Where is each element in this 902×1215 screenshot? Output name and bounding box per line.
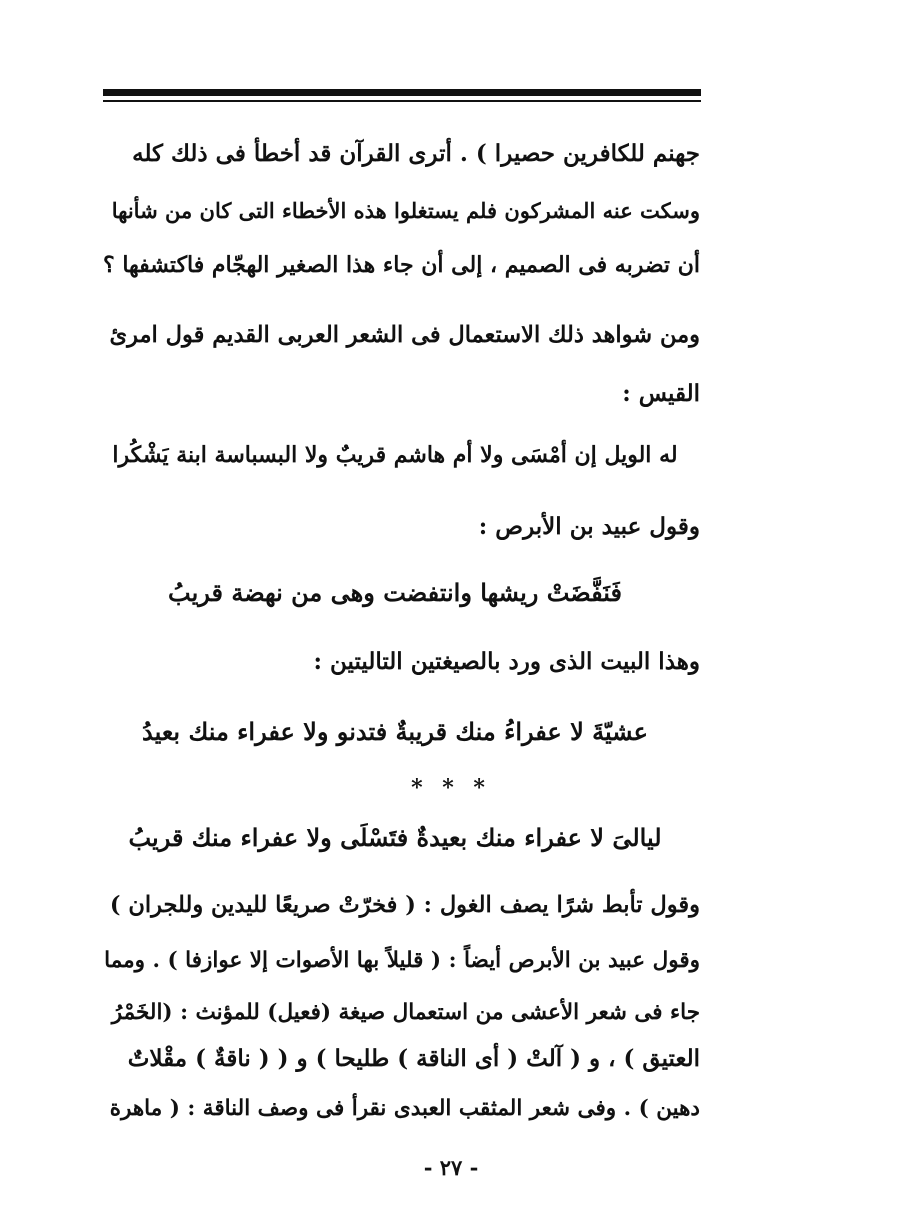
text-line: دهين ) . وفى شعر المثقب العبدى نقرأ فى وصف الناقة : ( ماهرة bbox=[109, 1096, 700, 1121]
text-line: وهذا البيت الذى ورد بالصيغتين التاليتين : bbox=[313, 648, 700, 675]
text-line: العتيق ) ، و ( آلتْ ( أى الناقة ) طليحا ) و ( ( ناقةٌ ) مقْلاتٌ bbox=[127, 1045, 700, 1072]
text-line: وقول تأبط شرًا يصف الغول : ( فخرّتْ صريعًا لليدين وللجران ) bbox=[109, 892, 700, 918]
page-number: - ٢٧ - bbox=[423, 1155, 479, 1180]
verse-line: فَنَفَّضَتْ ريشها وانتفضت وهى من نهضة قريبُ bbox=[168, 578, 622, 607]
verse-line: عشيّةَ لا عفراءُ منك قريبةٌ فتدنو ولا عفراء منك بعيدُ bbox=[142, 717, 648, 746]
text-line: جاء فى شعر الأعشى من استعمال صيغة (فعيل) للمؤنث : (الخَمْرُ bbox=[111, 1000, 700, 1025]
text-line: ومن شواهد ذلك الاستعمال فى الشعر العربى القديم قول امرئ bbox=[109, 322, 700, 348]
text-line: أن تضربه فى الصميم ، إلى أن جاء هذا الصغير الهجّام فاكتشفها ؟ bbox=[103, 252, 700, 278]
section-separator: * * * bbox=[411, 775, 491, 801]
header-rule-thick bbox=[103, 89, 701, 96]
text-line: جهنم للكافرين حصيرا ) . أترى القرآن قد أخطأ فى ذلك كله bbox=[132, 140, 700, 167]
verse-line: ليالىَ لا عفراء منك بعيدةٌ فتَسْلَى ولا عفراء منك قريبُ bbox=[128, 823, 662, 852]
text-line: وسكت عنه المشركون فلم يستغلوا هذه الأخطاء التى كان من شأنها bbox=[111, 198, 700, 223]
verse-line: له الويل إن أمْسَى ولا أم هاشم قريبٌ ولا البسباسة ابنة يَشْكُرا bbox=[112, 442, 678, 468]
text-line: القيس : bbox=[622, 380, 700, 407]
header-rule-thin bbox=[103, 100, 701, 102]
text-line: وقول عبيد بن الأبرص : bbox=[478, 513, 700, 540]
text-line: وقول عبيد بن الأبرص أيضاً : ( قليلاً بها الأصوات إلا عوازفا ) . ومما bbox=[104, 948, 700, 973]
